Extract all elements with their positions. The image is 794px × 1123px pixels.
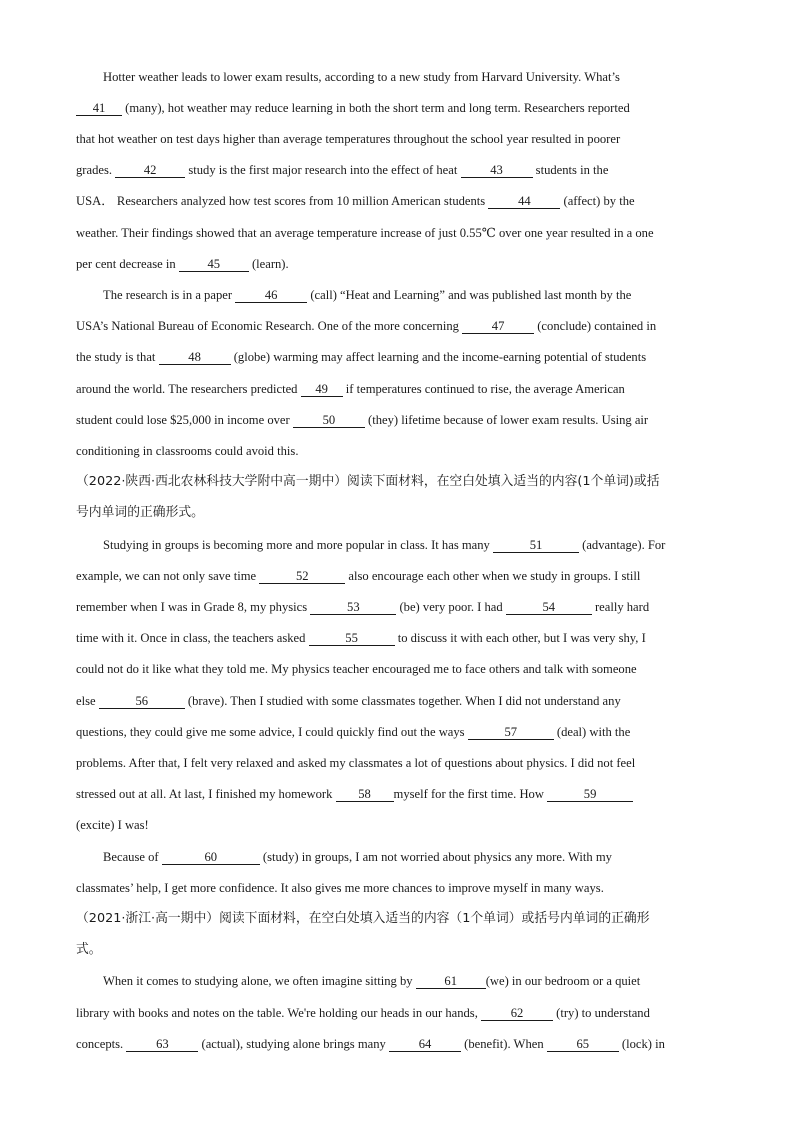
text-line bbox=[103, 537, 665, 553]
answer-blank-50: 50 bbox=[293, 414, 365, 428]
answer-blank-64: 64 bbox=[389, 1038, 461, 1052]
heading-line: （2022·陕西·西北农林科技大学附中高一期中）阅读下面材料，在空白处填入适当的内容(1个单词)或括 bbox=[76, 474, 660, 489]
line-text: (deal) with the bbox=[553, 725, 631, 739]
line-text: questions, they could give me some advice, I could quickly find out the ways bbox=[76, 725, 468, 739]
text-line bbox=[76, 193, 635, 209]
line-text: problems. After that, I felt very relaxed and asked my classmates a lot of questions about physics. I did not feel bbox=[76, 756, 636, 770]
line-text: students in the bbox=[532, 163, 609, 177]
line-text: USA’s National Bureau of Economic Research. One of the more concerning bbox=[76, 319, 463, 333]
answer-blank-55: 55 bbox=[309, 632, 395, 646]
answer-blank-46: 46 bbox=[235, 289, 307, 303]
line-text: weather. Their findings showed that an average temperature increase of just 0.55℃ over one year resulted in a one bbox=[76, 226, 654, 240]
line-text: that hot weather on test days higher than average temperatures throughout the school year resulted in poorer bbox=[76, 132, 621, 146]
heading-line: 式。 bbox=[76, 942, 102, 957]
line-text: Because of bbox=[103, 850, 162, 864]
line-text: When it comes to studying alone, we often imagine sitting by bbox=[103, 974, 416, 988]
text-line bbox=[76, 786, 633, 802]
answer-blank-53: 53 bbox=[310, 601, 396, 615]
text-line bbox=[76, 817, 149, 833]
answer-blank-63: 63 bbox=[126, 1038, 198, 1052]
line-text: the study is that bbox=[76, 350, 159, 364]
line-text: (advantage). For bbox=[579, 538, 666, 552]
answer-blank-56: 56 bbox=[99, 695, 185, 709]
line-text: (actual), studying alone brings many bbox=[198, 1037, 389, 1051]
line-text: library with books and notes on the table. We're holding our heads in our hands, bbox=[76, 1006, 481, 1020]
answer-blank-61: 61 bbox=[416, 975, 486, 989]
line-text: (benefit). When bbox=[460, 1037, 547, 1051]
text-line bbox=[103, 973, 640, 989]
line-text: also encourage each other when we study in groups. I still bbox=[345, 569, 641, 583]
text-line bbox=[76, 225, 654, 241]
answer-blank-59: 59 bbox=[547, 788, 633, 802]
line-text: Hotter weather leads to lower exam results, according to a new study from Harvard University. What’s bbox=[103, 70, 620, 84]
text-line bbox=[76, 693, 621, 709]
line-text: (study) in groups, I am not worried about physics any more. With my bbox=[259, 850, 612, 864]
line-text: classmates’ help, I get more confidence. It also gives me more chances to improve myself in many ways. bbox=[76, 881, 604, 895]
answer-blank-52: 52 bbox=[259, 570, 345, 584]
answer-blank-65: 65 bbox=[547, 1038, 619, 1052]
text-line bbox=[76, 131, 620, 147]
answer-blank-54: 54 bbox=[506, 601, 592, 615]
line-text: (lock) in bbox=[618, 1037, 665, 1051]
line-text: (globe) warming may affect learning and the income-earning potential of students bbox=[230, 350, 647, 364]
answer-blank-49: 49 bbox=[301, 383, 343, 397]
answer-blank-57: 57 bbox=[468, 726, 554, 740]
line-text: if temperatures continued to rise, the average American bbox=[342, 382, 625, 396]
answer-blank-51: 51 bbox=[493, 539, 579, 553]
text-line bbox=[103, 287, 631, 303]
answer-blank-60: 60 bbox=[162, 851, 260, 865]
text-line bbox=[76, 443, 298, 459]
line-text: Studying in groups is becoming more and more popular in class. It has many bbox=[103, 538, 493, 552]
text-line bbox=[76, 661, 637, 677]
line-text: USA． Researchers analyzed how test scores from 10 million American students bbox=[76, 194, 489, 208]
text-line bbox=[76, 412, 648, 428]
line-text: study is the first major research into the effect of heat bbox=[185, 163, 461, 177]
text-line bbox=[103, 69, 620, 85]
line-text: (brave). Then I studied with some classmates together. When I did not understand any bbox=[184, 694, 621, 708]
line-text: (they) lifetime because of lower exam results. Using air bbox=[364, 413, 649, 427]
line-text: time with it. Once in class, the teachers asked bbox=[76, 631, 309, 645]
answer-blank-48: 48 bbox=[159, 351, 231, 365]
text-line bbox=[76, 256, 289, 272]
text-line bbox=[76, 349, 646, 365]
text-line bbox=[76, 1005, 650, 1021]
text-line bbox=[76, 100, 630, 116]
line-text: myself for the first time. How bbox=[393, 787, 548, 801]
line-text: (conclude) contained in bbox=[534, 319, 657, 333]
text-line bbox=[76, 162, 608, 178]
answer-blank-43: 43 bbox=[461, 164, 533, 178]
answer-blank-47: 47 bbox=[462, 320, 534, 334]
text-line bbox=[76, 318, 656, 334]
line-text: (excite) I was! bbox=[76, 818, 149, 832]
heading-line: 号内单词的正确形式。 bbox=[76, 505, 204, 520]
line-text: could not do it like what they told me. My physics teacher encouraged me to face others and talk with someone bbox=[76, 662, 637, 676]
text-line bbox=[76, 568, 640, 584]
line-text: example, we can not only save time bbox=[76, 569, 260, 583]
line-text: (many), hot weather may reduce learning in both the short term and long term. Researchers reported bbox=[122, 101, 630, 115]
text-line bbox=[76, 630, 646, 646]
text-line bbox=[76, 724, 630, 740]
line-text: concepts. bbox=[76, 1037, 127, 1051]
answer-blank-62: 62 bbox=[481, 1007, 553, 1021]
text-line bbox=[76, 381, 625, 397]
answer-blank-44: 44 bbox=[488, 195, 560, 209]
line-text: student could lose $25,000 in income over bbox=[76, 413, 293, 427]
line-text: conditioning in classrooms could avoid this. bbox=[76, 444, 299, 458]
line-text: remember when I was in Grade 8, my physics bbox=[76, 600, 311, 614]
heading-line: （2021·浙江·高一期中）阅读下面材料，在空白处填入适当的内容（1个单词）或括号内单词的正确形 bbox=[76, 911, 650, 926]
line-text: (try) to understand bbox=[553, 1006, 650, 1020]
line-text: around the world. The researchers predicted bbox=[76, 382, 301, 396]
line-text: (we) in our bedroom or a quiet bbox=[485, 974, 641, 988]
line-text: (affect) by the bbox=[560, 194, 635, 208]
answer-blank-58: 58 bbox=[336, 788, 394, 802]
answer-blank-42: 42 bbox=[115, 164, 185, 178]
line-text: really hard bbox=[591, 600, 650, 614]
line-text: The research is in a paper bbox=[103, 288, 236, 302]
line-text: to discuss it with each other, but I was very shy, I bbox=[394, 631, 646, 645]
line-text: (call) “Heat and Learning” and was published last month by the bbox=[307, 288, 632, 302]
text-line bbox=[76, 1036, 665, 1052]
text-line bbox=[76, 755, 635, 771]
text-line bbox=[76, 880, 604, 896]
text-line bbox=[76, 599, 649, 615]
line-text: per cent decrease in bbox=[76, 257, 179, 271]
line-text: stressed out at all. At last, I finished my homework bbox=[76, 787, 336, 801]
line-text: grades. bbox=[76, 163, 116, 177]
line-text: (learn). bbox=[248, 257, 289, 271]
answer-blank-41: 41 bbox=[76, 102, 122, 116]
text-line bbox=[103, 849, 612, 865]
answer-blank-45: 45 bbox=[179, 258, 249, 272]
line-text: else bbox=[76, 694, 99, 708]
line-text: (be) very poor. I had bbox=[396, 600, 506, 614]
